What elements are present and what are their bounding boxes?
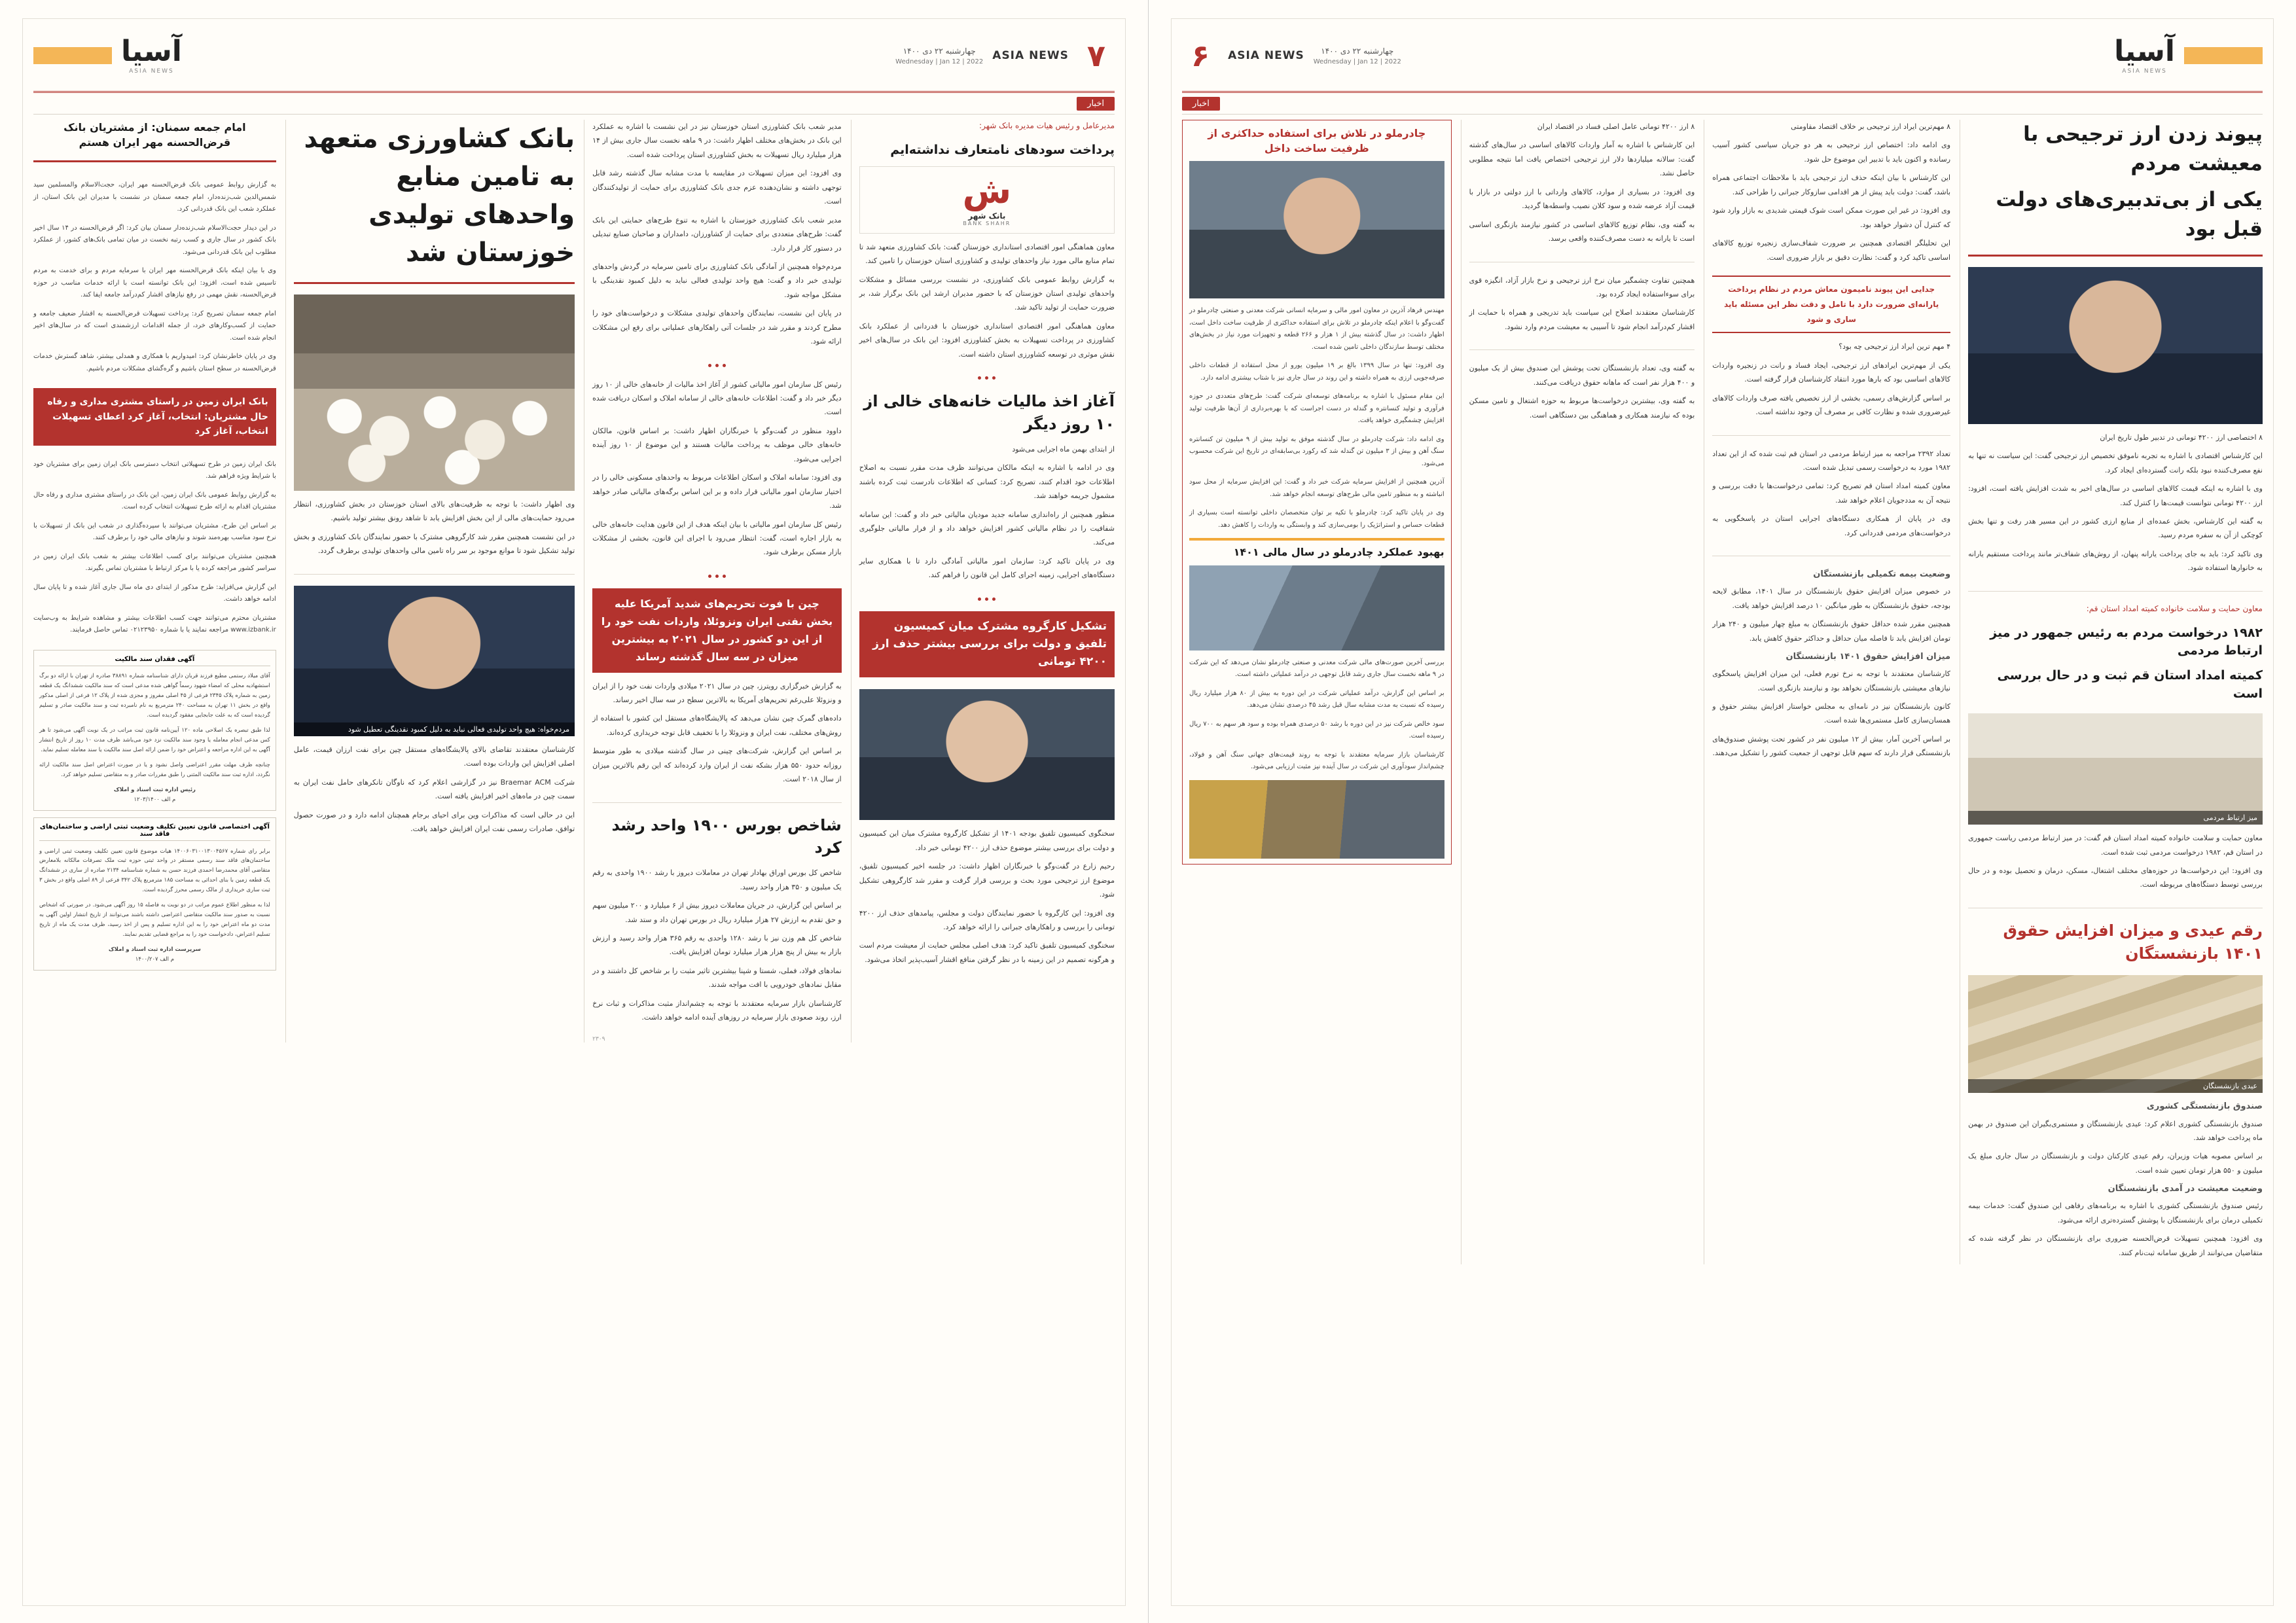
main-story-body-right: وی اظهار داشت: با توجه به ظرفیت‌های بالای استان خوزستان در بخش کشاورزی، انتظار می‌رود حمایت‌های مالی از این بخش افزایش یابد تا شاهد رونق بیشتر تولید باشیم. در این نشست همچنین مقرر شد کارگروهی مشترک با حضور نمایندگان بانک کشاورزی و بخش تولید تشکیل شود تا موانع موجود بر سر راه تامین مالی واحدهای تولیدی برطرف گردد. — [293, 500, 575, 556]
oil-body-b: به گزارش خبرگزاری رویترز، چین در سال ۲۰۲۱ میلادی واردات نفت خود را از ایران و ونزوئلا علی‌رغم تحریم‌های آمریکا به بالاترین سطح در سه سال اخیر رساند. داده‌های گمرک چین نشان می‌دهد که پالایشگاه‌های مستقل این کشور با استفاده از روش‌های مختلف، نفت ایران و ونزوئلا را با تخفیف قابل توجه خریداری کرده‌اند. بر اساس این گزارش، شرکت‌های چینی در سال گذشته میلادی به طور متوسط روزانه حدود ۵۵۰ هزار بشکه نفت از ایران وارد کرده‌اند که این رقم بالاترین میزان از سال ۲۰۱۸ است. — [592, 681, 842, 784]
page-date-6 — [1314, 45, 1401, 67]
committee-body-left: تعداد ۲۳۹۲ مراجعه به میز ارتباط مردمی در استان قم ثبت شده که از این تعداد ۱۹۸۲ مورد به درخواست رسمی تبدیل شده است. معاون کمیته امداد استان قم تصریح کرد: تمامی درخواست‌ها با دقت بررسی و نتیجه آن به مددجویان اعلام خواهد شد. وی در پایان از همکاری دستگاه‌های اجرایی استان در پاسخگویی به درخواست‌های مردمی قدردانی کرد. — [1712, 449, 1951, 537]
pension-subhead-4: میزان افزایش حقوق ۱۴۰۱ بازنشستگان — [1785, 651, 1951, 662]
commission-banner: تشکیل کارگروه مشترک میان کمیسیون تلفیق و دولت برای بررسی بیشتر حذف ارز ۴۲۰۰ تومانی — [859, 611, 1115, 678]
date-fa-7: چهارشنبه ۲۲ دی ۱۴۰۰ — [903, 46, 976, 56]
logo-text-en-7: ASIA NEWS — [129, 67, 174, 75]
oil-banner: چین با فوت تحریم‌های شدید آمریکا علیه بخش نفتی ایران ونزوئلا، واردات نفت خود را از این دو کشور در سال ۲۰۲۱ به بیشترین میزان در سه سال گذشته رساند — [592, 588, 842, 673]
pension-subhead-1: صندوق بازنشستگی کشوری — [2146, 1101, 2263, 1112]
lead-headline-line2: یکی از بی‌تدبیری‌های دولت قبل بود — [1996, 187, 2263, 241]
iranzamin-banner: بانک ایران زمین در راستای مشتری مداری و رفاه حال مشتریان: انتخاب، آغاز کرد اعطای تسهیلات انتخاب، آغاز کرد — [33, 388, 276, 445]
page-date-7 — [895, 45, 983, 67]
lead-body-col3-cont: همچنین تفاوت چشمگیر میان نرخ ارز ترجیحی و نرخ بازار آزاد، انگیزه قوی برای سوءاستفاده ایجاد کرده بود. کارشناسان معتقدند اصلاح این سیاست باید تدریجی و همراه با حمایت از اقشار کم‌درآمد انجام شود تا آسیبی به معیشت مردم وارد نشود. — [1469, 276, 1695, 331]
newspaper-logo-7 — [121, 34, 182, 75]
page-number-6: ۶ — [1191, 38, 1210, 73]
bank-logo-name: بانک شهر — [968, 211, 1006, 221]
legal-1-title: آگهی فقدان سند مالکیت — [39, 656, 270, 666]
committee-photo-caption: میز ارتباط مردمی — [1968, 811, 2263, 825]
masthead-page-7 — [33, 26, 1115, 93]
chadormalu-feature — [1182, 120, 1452, 865]
bourse-code: ۲۳۰۹ — [592, 1035, 605, 1043]
tax-photo-caption: مردم‌خواه: هیچ واحد تولیدی فعالی نباید به دلیل کمبود نقدینگی تعطیل شود — [294, 722, 575, 736]
tax-official-photo — [294, 586, 575, 736]
pension-photo-caption: عیدی بازنشستگان — [1968, 1079, 2263, 1093]
lead-body-col3: ۴ مهم ترین ایراد ارز ترجیحی چه بود؟ یکی از مهم‌ترین ایرادهای ارز ترجیحی، ایجاد فساد و رانت در زنجیره واردات کالاهای اساسی بود که بارها مورد انتقاد کارشناسان قرار گرفته است. بر اساس گزارش‌های رسمی، بخشی از ارز تخصیص یافته صرف واردات کالاهای غیرضروری شده و نظارت کافی بر مصرف آن وجود نداشته است. — [1712, 342, 1951, 417]
masthead-accent-bar-7 — [33, 47, 112, 64]
page-6 — [1148, 0, 2296, 1623]
performance-photo-1 — [1189, 565, 1444, 651]
pension-subhead-2: وضعیت معیشت در آمدی بازنشستگان — [2108, 1184, 2263, 1194]
brand-label-7: ASIA NEWS — [992, 49, 1069, 62]
committee-headline-1: ۱۹۸۲ درخواست مردم به رئیس جمهور در میز ارتباط مردمی — [1990, 625, 2263, 658]
tax-body-right: رئیس کل سازمان امور مالیاتی کشور از آغاز اخذ مالیات از خانه‌های خالی از ۱۰ روز دیگر خبر داد و گفت: اطلاعات خانه‌های خالی از سامانه املاک و اسکان دریافت شده است. داوود منظور در گفت‌وگو با خبرنگاران اظهار داشت: بر اساس قانون، مالکان خانه‌های خالی موظف به پرداخت مالیات هستند و این موضوع از ۱۰ روز آینده اجرایی می‌شود. وی افزود: سامانه املاک و اسکان اطلاعات مربوط به واحدهای مسکونی خالی را در اختیار سازمان امور مالیاتی قرار داده و بر این اساس برگه‌های مالیاتی صادر خواهد شد. رئیس کل سازمان امور مالیاتی با بیان اینکه هدف از این قانون هدایت خانه‌های خالی به بازار اجاره است، گفت: انتظار می‌رود با اجرای این قانون، بخشی از مشکلات بازار مسکن برطرف شود. — [592, 380, 842, 557]
chadormalu-headline: چادرملو در تلاش برای استفاده حداکثری از ظرفیت ساخت داخل — [1208, 127, 1426, 155]
bank-shahr-logo — [859, 166, 1115, 234]
legal-2-title: آگهی اختصاصی قانون تعیین تکلیف وضعیت ثبتی اراضی و ساختمان‌های فاقد سند — [39, 823, 270, 841]
lead-headline-line1: پیوند زدن ارز ترجیحی با معیشت مردم — [2023, 122, 2263, 175]
lead-body-col2: ۸ مهم‌ترین ایراد ارز ترجیحی بر خلاف اقتصاد مقاومتی وی ادامه داد: اختصاص ارز ترجیحی به هر دو جریان سیاسی کشور آسیب رسانده و اکنون باید با تدبیر این موضوع حل شود. این کارشناس با بیان اینکه حذف ارز ترجیحی باید با ملاحظات اجتماعی همراه باشد، گفت: دولت باید پیش از هر اقدامی سازوکار جبرانی را طراحی کند. وی افزود: در غیر این صورت ممکن است شوک قیمتی شدیدی به بازار وارد شود که کنترل آن دشوار خواهد بود. این تحلیلگر اقتصادی همچنین بر ضرورت شفاف‌سازی زنجیره توزیع کالاهای اساسی تاکید کرد و گفت: نظارت دقیق بر بازار ضروری است. — [1712, 122, 1951, 262]
dot-divider-4 — [592, 575, 842, 578]
logo-text-fa: آسیا — [2114, 34, 2175, 68]
lead-body-col1: ۸ اختصاصی ارز ۴۲۰۰ تومانی در تدبیر طول تاریخ ایران این کارشناس اقتصادی با اشاره به تجربه ناموفق تخصیص ارز ترجیحی گفت: این سیاست نه تنها به نفع مصرف‌کننده نبود بلکه رانت گسترده‌ای ایجاد کرد. وی با اشاره به اینکه قیمت کالاهای اساسی در سال‌های اخیر به شدت افزایش یافته است، افزود: ارز ۴۲۰۰ تومانی نتوانست قیمت‌ها را کنترل کند. به گفته این کارشناس، بخش عمده‌ای از منابع ارزی کشور در این مسیر هدر رفت و تنها بخش کوچکی از آن به سفره مردم رسید. وی تاکید کرد: باید به جای پرداخت یارانه پنهان، از روش‌های شفاف‌تر مانند پرداخت مستقیم یارانه به خانوارها استفاده شود. — [1968, 433, 2263, 573]
newspaper-logo — [2114, 34, 2175, 75]
committee-headline-2: کمیته امداد استان قم ثبت و در حال بررسی است — [1997, 668, 2263, 701]
committee-kicker: معاون حمایت و سلامت خانواده کمیته امداد استان قم: — [2086, 603, 2263, 613]
main-story-headline: بانک کشاورزی متعهد به تامین منابع واحدهای تولیدی خوزستان شد — [304, 124, 575, 268]
bank-ad-kicker: مدیرعامل و رئیس هیات مدیره بانک شهر: — [979, 121, 1115, 130]
date-en: Wednesday | Jan 12 | 2022 — [1313, 58, 1401, 65]
tax-body-left: از ابتدای بهمن ماه اجرایی می‌شود وی در ادامه با اشاره به اینکه مالکان می‌توانند ظرف مدت مقرر نسبت به اصلاح اطلاعات خود اقدام کنند، تصریح کرد: کسانی که اطلاعات نادرست ثبت کرده باشند مشمول جریمه خواهند شد. منظور همچنین از راه‌اندازی سامانه جدید مودیان مالیاتی خبر داد و گفت: این سامانه شفافیت را در نظام مالیاتی کشور افزایش خواهد داد و از فرار مالیاتی جلوگیری می‌کند. وی در پایان تاکید کرد: سازمان امور مالیاتی آمادگی دارد تا با همکاری سایر دستگاه‌های اجرایی، زمینه اجرای کامل این قانون را فراهم کند. — [859, 444, 1115, 580]
lead-body-col4: ۸ ارز ۴۲۰۰ تومانی عامل اصلی فساد در اقتصاد ایران این کارشناس با اشاره به آمار واردات کالاهای اساسی در سال‌های گذشته گفت: سالانه میلیاردها دلار ارز ترجیحی اختصاص یافت اما نتیجه مطلوبی حاصل نشد. وی افزود: در بسیاری از موارد، کالاهای وارداتی با ارز دولتی در بازار با قیمت آزاد عرضه شده و سود کلان نصیب واسطه‌ها گردید. به گفته وی، نظام توزیع کالاهای اساسی در کشور نیازمند بازنگری اساسی است تا یارانه به دست مصرف‌کننده واقعی برسد. — [1469, 122, 1695, 243]
date-en-7: Wednesday | Jan 12 | 2022 — [895, 58, 984, 65]
bourse-body: شاخص کل بورس اوراق بهادار تهران در معاملات دیروز با رشد ۱۹۰۰ واحدی به رقم یک میلیون و ۳۵۰ هزار واحد رسید. بر اساس این گزارش، در جریان معاملات دیروز بیش از ۶ میلیارد و ۲۰۰ میلیون سهم و حق تقدم به ارزش ۲۷ هزار میلیارد ریال در بورس تهران داد و ستد شد. شاخص کل هم وزن نیز با رشد ۱۲۸۰ واحدی به رقم ۳۶۵ هزار واحد رسید و ارزش بازار به بیش از پنج هزار هزار میلیارد تومان افزایش یافت. نمادهای فولاد، فملی، شستا و شپنا بیشترین تاثیر مثبت را بر شاخص کل داشتند و در مقابل نمادهای خودرویی با افت مواجه شدند. کارشناسان بازار سرمایه معتقدند با توجه به چشم‌انداز مثبت مذاکرات و ثبات نرخ ارز، روند صعودی بازار سرمایه در روزهای آینده ادامه خواهد داشت. — [592, 868, 842, 1022]
main-story-body-left: مدیر شعب بانک کشاورزی استان خوزستان نیز در این نشست با اشاره به عملکرد این بانک در بخش‌های مختلف اظهار داشت: در ۹ ماهه نخست سال جاری بیش از ۱۴ هزار میلیارد ریال تسهیلات به بخش کشاورزی استان پرداخت شده است. وی افزود: این میزان تسهیلات در مقایسه با مدت مشابه سال گذشته رشد قابل توجهی داشته و نشان‌دهنده عزم جدی بانک کشاورزی برای حمایت از تولیدکنندگان است. مدیر شعب بانک کشاورزی خوزستان با اشاره به تنوع طرح‌های حمایتی این بانک گفت: طرح‌های متعددی برای حمایت از کشاورزان، دامداران و صاحبان صنایع تبدیلی در دستور کار قرار دارد. مردم‌خواه همچنین از آمادگی بانک کشاورزی برای تامین سرمایه در گردش واحدهای تولیدی خبر داد و گفت: هیچ واحد تولیدی فعالی نباید به دلیل کمبود نقدینگی با مشکل مواجه شود. در پایان این نشست، نمایندگان واحدهای تولیدی مشکلات و درخواست‌های خود را مطرح کردند و مقرر شد در جلسات آتی راهکارهای عملیاتی برای رفع این مشکلات ارائه شود. — [592, 122, 842, 346]
bank-ad-headline: پرداخت سودهای نامتعارف نداشته‌ایم — [890, 143, 1115, 158]
commission-photo — [859, 689, 1115, 820]
oil-body-c: کارشناسان معتقدند تقاضای بالای پالایشگاه‌های مستقل چین برای نفت ارزان قیمت، عامل اصلی افزایش این واردات بوده است. شرکت Braemar ACM نیز در گزارشی اعلام کرد که ناوگان تانکرهای حامل نفت ایران به سمت چین در ماه‌های اخیر افزایش یافته است. این در حالی است که مذاکرات وین برای احیای برجام همچنان ادامه دارد و در صورت حصول توافق، صادرات رسمی نفت ایران افزایش خواهد یافت. — [293, 745, 575, 833]
legal-2-body: برابر رای شماره ۱۴۰۰۶۰۳۱۰۰۱۳۰۰۴۵۶۷ هیات موضوع قانون تعیین تکلیف وضعیت ثبتی اراضی و ساختمان‌های فاقد سند رسمی مستقر در واحد ثبتی حوزه ثبت ملک تصرفات مالکانه بلامعارض متقاضی آقای محمدرضا احمدی فرزند حسن به شماره شناسنامه ۲۱۳۴ صادره از ساری در ششدانگ یک قطعه زمین با بنای احداثی به مساحت ۱۸۵ مترمربع پلاک ۳۴۲ فرعی از ۸۹ اصلی واقع در بخش ۳ ثبت ساری خریداری از مالک رسمی محرز گردیده است. لذا به منظور اطلاع عموم مراتب در دو نوبت به فاصله ۱۵ روز آگهی می‌شود. در صورتی که اشخاص نسبت به صدور سند مالکیت متقاضی اعتراضی داشته باشند می‌توانند از تاریخ انتشار اولین آگهی به مدت دو ماه اعتراض خود را به این اداره تسلیم و پس از اخذ رسید، ظرف مدت یک ماه از تاریخ تسلیم اعتراض، دادخواست خود را به مراجع قضایی تقدیم نمایند. — [39, 847, 270, 938]
masthead-page-6 — [1182, 26, 2263, 93]
legal-2-signature: سرپرست اداره ثبت اسناد و املاک — [108, 946, 201, 954]
imam-body: به گزارش روابط عمومی بانک قرض‌الحسنه مهر ایران، حجت‌الاسلام والمسلمین سید شمس‌الدین شب‌زنده‌دار، امام جمعه سمنان در نشست با مدیران این بانک استان، از عملکرد شعب این بانک قدردانی کرد. در این دیدار حجت‌الاسلام شب‌زنده‌دار سمنان بیان کرد: اگر قرض‌الحسنه در ۱۴ سال اخیر بانک کشور در سال جاری و کسب رتبه نخست در میان تمامی بانک‌های کشور، از عملکرد مطلوب این بانک قدردانی می‌شود. وی با بیان اینکه بانک قرض‌الحسنه مهر ایران با سرمایه مردم و برای خدمت به مردم تاسیس شده است، افزود: این بانک توانسته است با ارائه خدمات مناسب در حوزه قرض‌الحسنه، نقش مهمی در رفع نیازهای اقشار کم‌درآمد جامعه ایفا کند. امام جمعه سمنان تصریح کرد: پرداخت تسهیلات قرض‌الحسنه به اقشار ضعیف جامعه و حمایت از کسب‌وکارهای خرد، از جمله اقدامات ارزشمندی است که در سال‌های اخیر انجام شده است. وی در پایان خاطرنشان کرد: امیدواریم با همکاری و همدلی بیشتر، شاهد گسترش خدمات قرض‌الحسنه در سطح استان باشیم و گره‌گشای مشکلات مردم باشیم. — [33, 181, 276, 372]
date-fa: چهارشنبه ۲۲ دی ۱۴۰۰ — [1321, 46, 1394, 56]
pension-subhead-3: وضعیت بیمه تکمیلی بازنشستگان — [1813, 569, 1951, 580]
logo-text-en: ASIA NEWS — [2122, 67, 2167, 75]
legal-1-body: آقای میلاد رستمی مطیع فرزند قربان دارای شناسنامه شماره ۳۸۸۹۱ صادره از تهران با ارائه دو برگ استشهادیه محلی که امضاء شهود رسماً گواهی شده مدعی است که سند مالکیت ششدانگ یک قطعه زمین به شماره پلاک ۲۳۴۵ فرعی از ۴۵ اصلی مفروز و مجزی شده از پلاک ۱۲ فرعی از اصلی مذکور واقع در بخش ۱۱ تهران به مساحت ۲۴۰ مترمربع به نام نامبرده ثبت و سند مالکیت صادر و تسلیم گردیده است که به علت جابجایی مفقود گردیده است. لذا طبق تبصره یک اصلاحی ماده ۱۲۰ آیین‌نامه قانون ثبت مراتب در یک نوبت آگهی می‌شود تا هر کس مدعی انجام معامله یا وجود سند مالکیت نزد خود می‌باشد ظرف مدت ۱۰ روز از تاریخ انتشار آگهی به این اداره مراجعه و اعتراض خود را ضمن ارائه اصل سند مالکیت یا سند معامله تسلیم نماید. چنانچه ظرف مهلت مقرر اعتراضی واصل نشود و یا در صورت اعتراض اصل سند مالکیت ارائه نگردد، اداره ثبت سند مالکیت المثنی را طبق مقررات صادر و به متقاضی تسلیم خواهد کرد. — [39, 673, 270, 778]
bank-logo-mark: ش — [962, 169, 1012, 211]
commission-body: سخنگوی کمیسیون تلفیق بودجه ۱۴۰۱ از تشکیل کارگروه مشترک میان این کمیسیون و دولت برای بررسی بیشتر موضوع حذف ارز ۴۲۰۰ تومانی خبر داد. رحیم زارع در گفت‌وگو با خبرنگاران اظهار داشت: در جلسه اخیر کمیسیون تلفیق، موضوع ارز ترجیحی مورد بحث و بررسی قرار گرفت و مقرر شد کارگروهی تشکیل شود. وی افزود: این کارگروه با حضور نمایندگان دولت و مجلس، پیامدهای حذف ارز ۴۲۰۰ تومانی را بررسی و راهکارهای جبرانی را ارائه خواهد کرد. سخنگوی کمیسیون تلفیق تاکید کرد: هدف اصلی مجلس حمایت از معیشت مردم است و هرگونه تصمیم در این زمینه با در نظر گرفتن منافع اقشار آسیب‌پذیر اتخاذ می‌شود. — [859, 829, 1115, 964]
bank-ad-body: معاون هماهنگی امور اقتصادی استانداری خوزستان گفت: بانک کشاورزی متعهد شد تا تمام منابع مالی مورد نیاز واحدهای تولیدی و کشاورزی استان خوزستان را تامین کند. به گزارش روابط عمومی بانک کشاورزی، در نشست بررسی مسائل و مشکلات واحدهای تولیدی استان خوزستان که با حضور مدیران ارشد این بانک برگزار شد، بر ضرورت حمایت از تولید تاکید شد. معاون هماهنگی امور اقتصادی استانداری خوزستان با قدردانی از عملکرد بانک کشاورزی در پرداخت تسهیلات به بخش کشاورزی افزود: این بانک در سال‌های اخیر نقش موثری در توسعه کشاورزی استان داشته است. — [859, 242, 1115, 359]
tax-headline: آغاز اخذ مالیات خانه‌های خالی از ۱۰ روز دیگر — [863, 392, 1115, 434]
pension-body-right: صندوق بازنشستگی کشوری صندوق بازنشستگی کشوری اعلام کرد: عیدی بازنشستگان و مستمری‌بگیران این صندوق در بهمن ماه پرداخت خواهد شد. بر اساس مصوبه هیات وزیران، رقم عیدی کارکنان دولت و بازنشستگان در سال جاری مبلغ یک میلیون و ۵۵۰ هزار تومان تعیین شده است. وضعیت معیشت در آمدی بازنشستگان رئیس صندوق بازنشستگی کشوری با اشاره به برنامه‌های رفاهی این صندوق گفت: خدمات بیمه تکمیلی درمان برای بازنشستگان با پوشش گسترده‌تری ارائه می‌شود. وی افزود: همچنین تسهیلات قرض‌الحسنه ضروری برای بازنشستگان در نظر گرفته شده که متقاضیان می‌توانند از طریق سامانه ثبت‌نام کنند. — [1968, 1099, 2263, 1264]
lead-pullquote: جدایی این پیوند نامیمون معاش مردم در نظام پرداخت یارانه‌ای ضرورت دارد با تامل و دقت نظر این مسئله باید ساری و شود — [1712, 276, 1950, 333]
pension-photo — [1968, 975, 2263, 1093]
dot-divider-2 — [859, 597, 1115, 601]
committee-photo — [1968, 713, 2263, 825]
dot-divider-3 — [592, 364, 842, 367]
imam-headline: امام جمعه سمنان: از مشتریان بانک قرض‌الحسنه مهر ایران هستم — [63, 121, 246, 149]
performance-body: بررسی آخرین صورت‌های مالی شرکت معدنی و صنعتی چادرملو نشان می‌دهد که این شرکت در ۹ ماهه نخست سال جاری رشد قابل توجهی در درآمد عملیاتی داشته است. بر اساس این گزارش، درآمد عملیاتی شرکت در این دوره به بیش از ۸۰ هزار میلیارد ریال رسیده که نسبت به مدت مشابه سال قبل رشد ۴۵ درصدی نشان می‌دهد. سود خالص شرکت نیز در این دوره با رشد ۵۰ درصدی همراه بوده و سود هر سهم به ۷۰۰ ریال رسیده است. کارشناسان بازار سرمایه معتقدند با توجه به روند قیمت‌های جهانی سنگ آهن و فولاد، چشم‌انداز سودآوری این شرکت در سال آینده نیز مثبت ارزیابی می‌شود. — [1189, 658, 1444, 771]
main-story-photo — [294, 294, 575, 491]
legal-1-signature: رئیس اداره ثبت اسناد و املاک — [113, 787, 196, 794]
section-tag-6: اخبار — [1182, 97, 1220, 111]
bank-logo-en: BANK SHAHR — [963, 220, 1011, 226]
bourse-headline: شاخص بورس ۱۹۰۰ واحد رشد کرد — [611, 815, 842, 857]
legal-notice-1 — [33, 650, 276, 812]
legal-2-code: م الف ۱۴۰۰/۲۰۷ — [135, 956, 175, 963]
lead-story-photo — [1968, 267, 2263, 424]
legal-notice-2 — [33, 817, 276, 971]
brand-label-6: ASIA NEWS — [1228, 49, 1304, 62]
chadormalu-photo — [1189, 161, 1444, 298]
masthead-accent-bar — [2184, 47, 2263, 64]
performance-photo-2 — [1189, 780, 1444, 859]
committee-body-right: معاون حمایت و سلامت خانواده کمیته امداد استان قم گفت: در میز ارتباط مردمی ریاست جمهوری در استان قم، ۱۹۸۲ درخواست مردمی ثبت شده است. وی افزود: این درخواست‌ها در حوزه‌های مختلف اشتغال، مسکن، درمان و تحصیل بوده و در حال بررسی توسط دستگاه‌های مربوطه است. — [1968, 834, 2263, 889]
chadormalu-body: مهندس فرهاد آذرین در معاون امور مالی و سرمایه انسانی شرکت معدنی و صنعتی چادرملو در گفت‌وگو با اعلام اینکه چادرملو در تلاش برای استفاده حداکثری از ظرفیت ساخت داخل است، اظهار داشت: در سال گذشته بیش از ۱ هزار و ۲۶۶ قطعه و تجهیزات مورد نیاز در بخش‌های مختلف توسط سازندگان داخلی تامین شده است. وی افزود: تنها در سال ۱۳۹۹ بالغ بر ۱۹ میلیون یورو از محل استفاده از قطعات داخلی صرفه‌جویی ارزی به همراه داشته و این روند در سال جاری نیز با شتاب بیشتری ادامه دارد. این مقام مسئول با اشاره به برنامه‌های توسعه‌ای شرکت گفت: طرح‌های متعددی در حوزه فرآوری و تولید کنسانتره و گندله در دست اجراست که با بهره‌برداری از آن‌ها ظرفیت تولید افزایش چشمگیری خواهد یافت. وی ادامه داد: شرکت چادرملو در سال گذشته موفق به تولید بیش از ۹ میلیون تن کنسانتره سنگ آهن و بیش از ۳ میلیون تن گندله شد که رکورد بی‌سابقه‌ای در تاریخ این شرکت محسوب می‌شود. آذرین همچنین از افزایش سرمایه شرکت خبر داد و گفت: این افزایش سرمایه از محل سود انباشته و به منظور تامین مالی طرح‌های توسعه انجام خواهد شد. وی در پایان تاکید کرد: چادرملو با تکیه بر توان متخصصان داخلی توانسته است بسیاری از قطعات حساس و استراتژیک را بومی‌سازی کند و وابستگی به واردات را کاهش دهد. — [1189, 307, 1444, 529]
pension-body-extra: به گفته وی، تعداد بازنشستگان تحت پوشش این صندوق بیش از یک میلیون و ۴۰۰ هزار نفر است که ماهانه حقوق دریافت می‌کنند. به گفته وی، بیشترین درخواست‌ها مربوط به حوزه اشتغال و تامین مسکن بوده که نیازمند همکاری و هماهنگی بین دستگاهی است. — [1469, 364, 1695, 419]
pension-headline-main: رقم عیدی و میزان افزایش حقوق ۱۴۰۱ بازنشستگان — [2003, 921, 2263, 963]
iranzamin-body: بانک ایران زمین در طرح تسهیلاتی انتخاب دسترسی بانک ایران زمین برای مشتریان خود با شرایط ویژه فراهم شد. به گزارش روابط عمومی بانک ایران زمین، این بانک در راستای مشتری مداری و رفاه حال مشتریان اقدام به ارائه طرح تسهیلات انتخاب کرده است. بر اساس این طرح، مشتریان می‌توانند با سپرده‌گذاری در شعب این بانک از تسهیلات با نرخ سود مناسب بهره‌مند شوند و نیازهای مالی خود را برطرف کنند. همچنین مشتریان می‌توانند برای کسب اطلاعات بیشتر به شعب بانک ایران زمین در سراسر کشور مراجعه کرده یا با مرکز ارتباط با مشتریان تماس بگیرند. این گزارش می‌افزاید: طرح مذکور از ابتدای دی ماه سال جاری آغاز شده و تا پایان سال ادامه خواهد داشت. مشتریان محترم می‌توانند جهت کسب اطلاعات بیشتر و مشاهده شرایط به وب‌سایت www.izbank.ir مراجعه نمایند یا با شماره ۰۲۱۲۳۹۵۰ تماس حاصل فرمایند. — [33, 460, 276, 634]
legal-1-code: م الف ۱۲۰۳/۱۴۰۰ — [134, 796, 176, 804]
page-number-7: ۷ — [1086, 38, 1105, 73]
logo-text-fa-7: آسیا — [121, 34, 182, 68]
section-tag-7: اخبار — [1077, 97, 1115, 111]
performance-headline: بهبود عملکرد چادرملو در سال مالی ۱۴۰۱ — [1233, 546, 1444, 559]
dot-divider-1 — [859, 376, 1115, 380]
pension-body-left: وضعیت بیمه تکمیلی بازنشستگان در خصوص میزان افزایش حقوق بازنشستگان در سال ۱۴۰۱، مطابق لایحه بودجه، حقوق بازنشستگان به طور میانگین ۱۰ درصد افزایش خواهد یافت. همچنین مقرر شده حداقل حقوق بازنشستگان به مبلغ چهار میلیون و ۲۴۰ هزار تومان افزایش یابد تا فاصله میان حداقل و حداکثر حقوق کاهش یابد. میزان افزایش حقوق ۱۴۰۱ بازنشستگان کارشناسان معتقدند با توجه به نرخ تورم فعلی، این میزان افزایش پاسخگوی نیازهای معیشتی بازنشستگان نخواهد بود و نیازمند بازنگری است. کانون بازنشستگان نیز در نامه‌ای به مجلس خواستار افزایش بیشتر حقوق و همسان‌سازی کامل مستمری‌ها شده است. بر اساس آخرین آمار، بیش از ۱۲ میلیون نفر در کشور تحت پوشش صندوق‌های بازنشستگی قرار دارند که سهم قابل توجهی از جمعیت کشور را تشکیل می‌دهند. — [1712, 567, 1950, 765]
